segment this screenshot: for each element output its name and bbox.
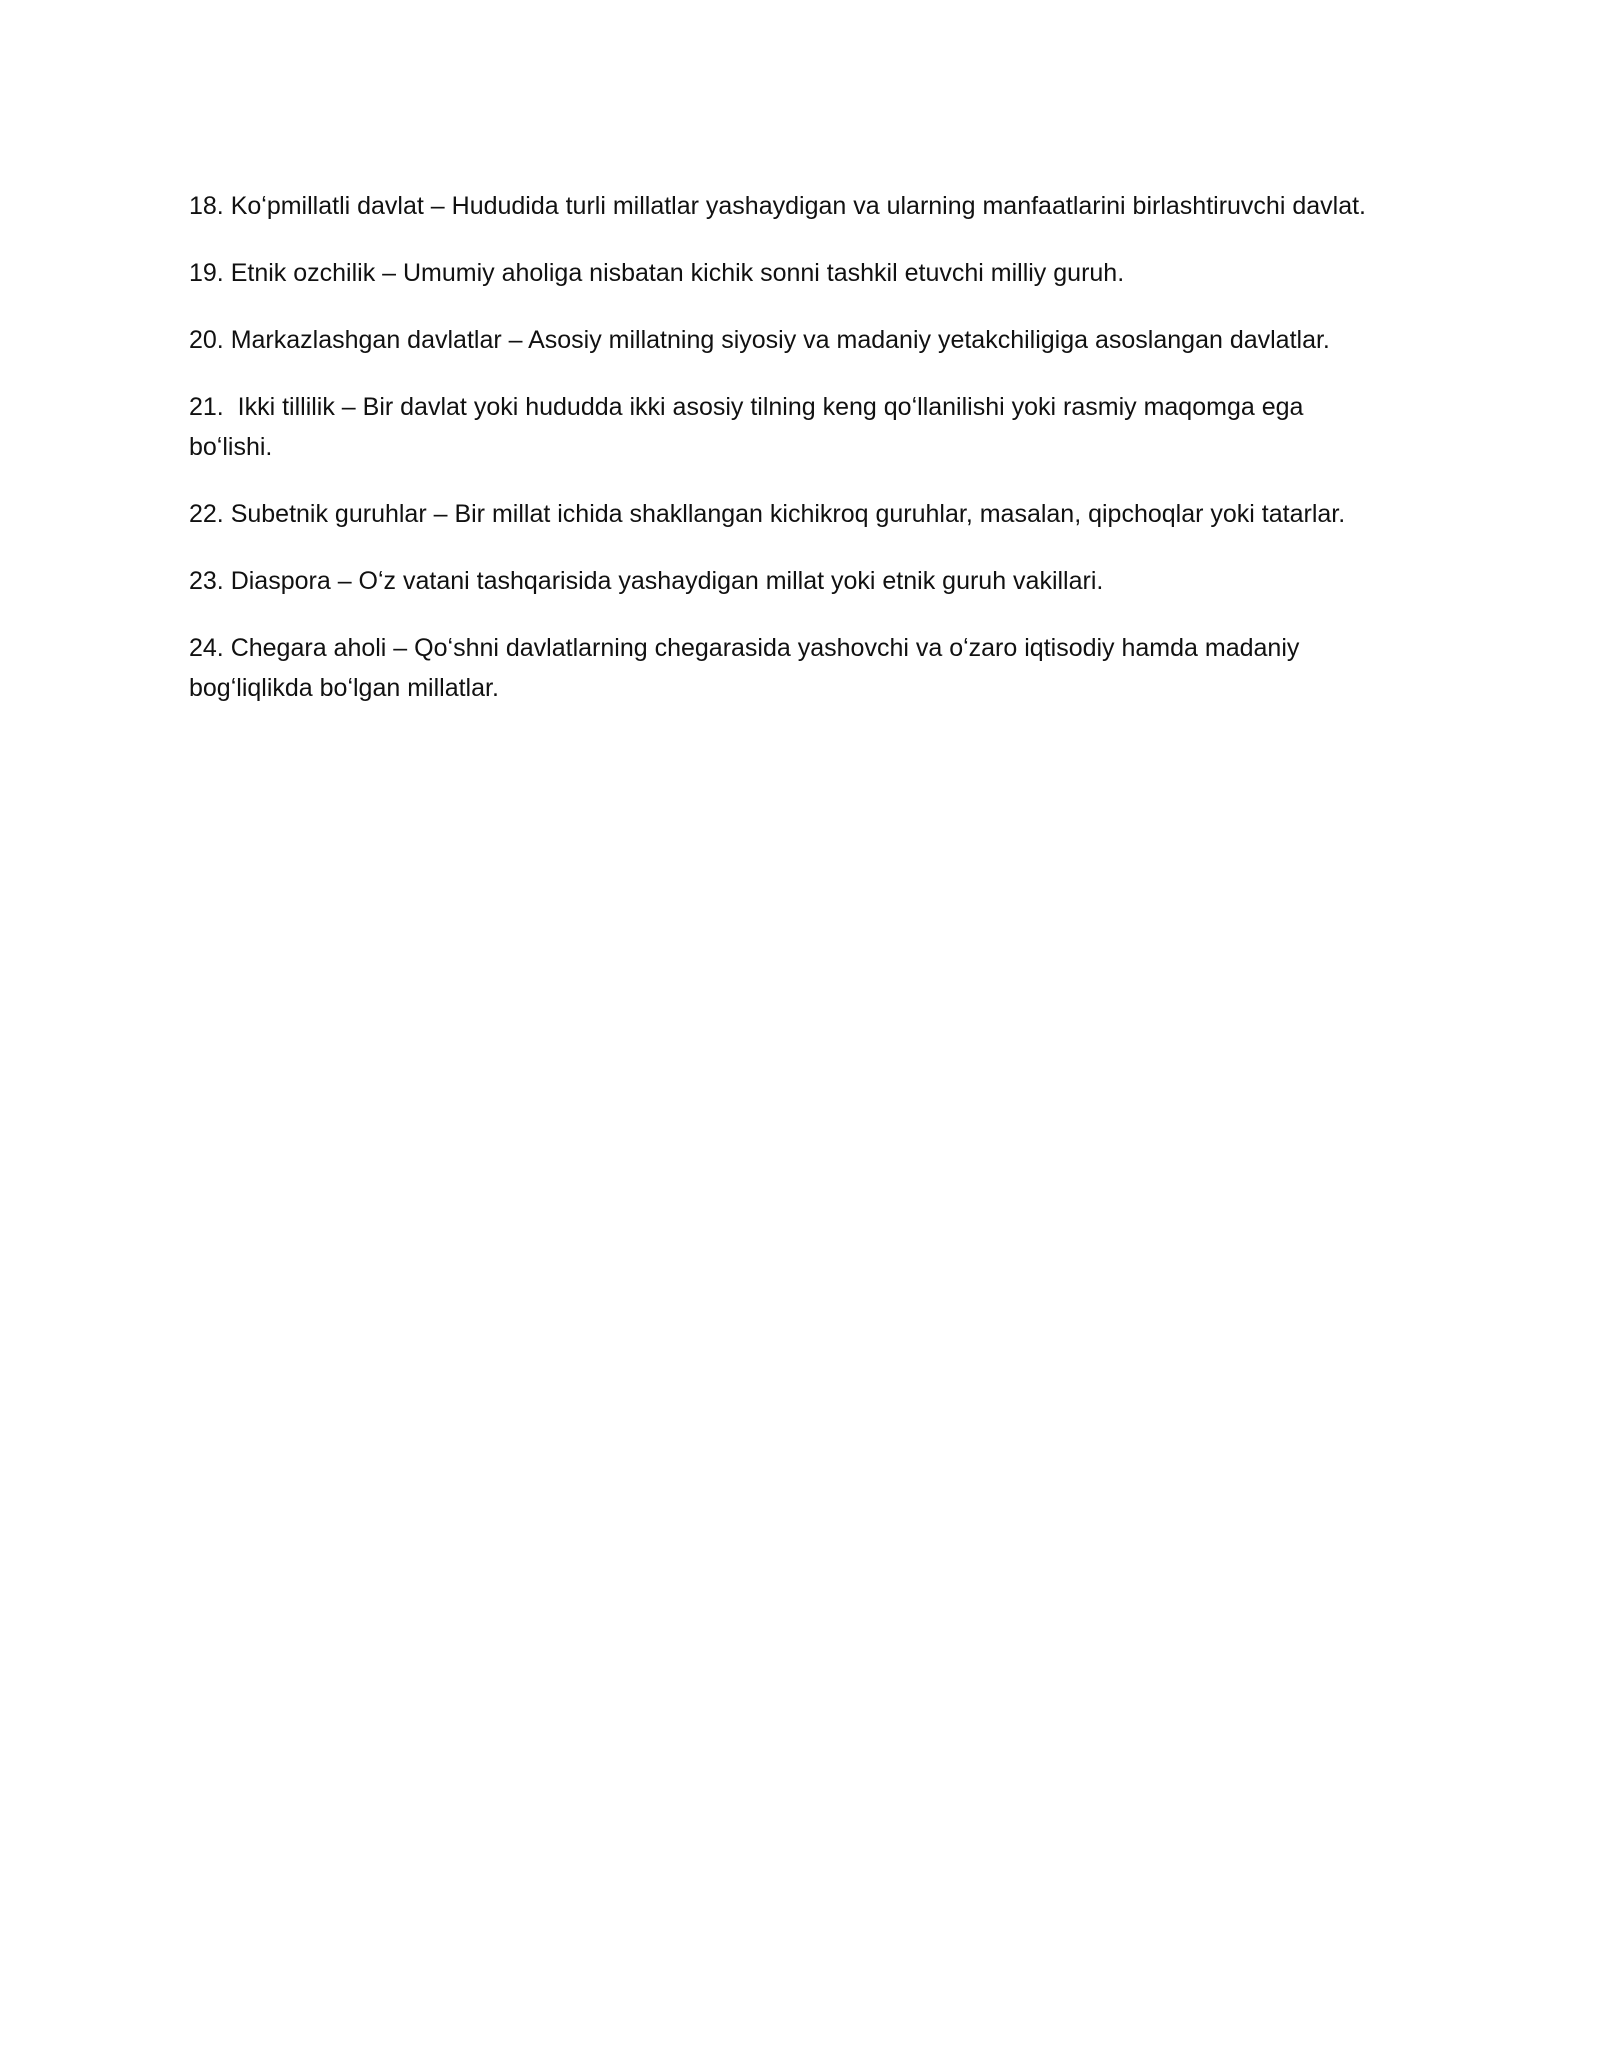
document-body [189,186,1389,735]
paragraph-21: 21. Ikki tillilik – Bir davlat yoki hududda ikki asosiy tilning keng qoʻllanilishi yoki rasmiy maqomga ega boʻlishi. [189,393,1311,461]
paragraph-23: 23. Diaspora – Oʻz vatani tashqarisida yashaydigan millat yoki etnik guruh vakillari. [189,567,1104,595]
paragraph-22: 22. Subetnik guruhlar – Bir millat ichida shakllangan kichikroq guruhlar, masalan, qipchoqlar yoki tatarlar. [189,500,1346,528]
paragraph-24: 24. Chegara aholi – Qoʻshni davlatlarning chegarasida yashovchi va oʻzaro iqtisodiy hamda madaniy bogʻliqlikda boʻlgan millatlar. [189,634,1307,702]
paragraph-20: 20. Markazlashgan davlatlar – Asosiy millatning siyosiy va madaniy yetakchiligiga asoslangan davlatlar. [189,326,1330,354]
paragraph-19: 19. Etnik ozchilik – Umumiy aholiga nisbatan kichik sonni tashkil etuvchi milliy guruh. [189,259,1125,287]
paragraph-18: 18. Koʻpmillatli davlat – Hududida turli millatlar yashaydigan va ularning manfaatlarini birlashtiruvchi davlat. [189,192,1366,220]
